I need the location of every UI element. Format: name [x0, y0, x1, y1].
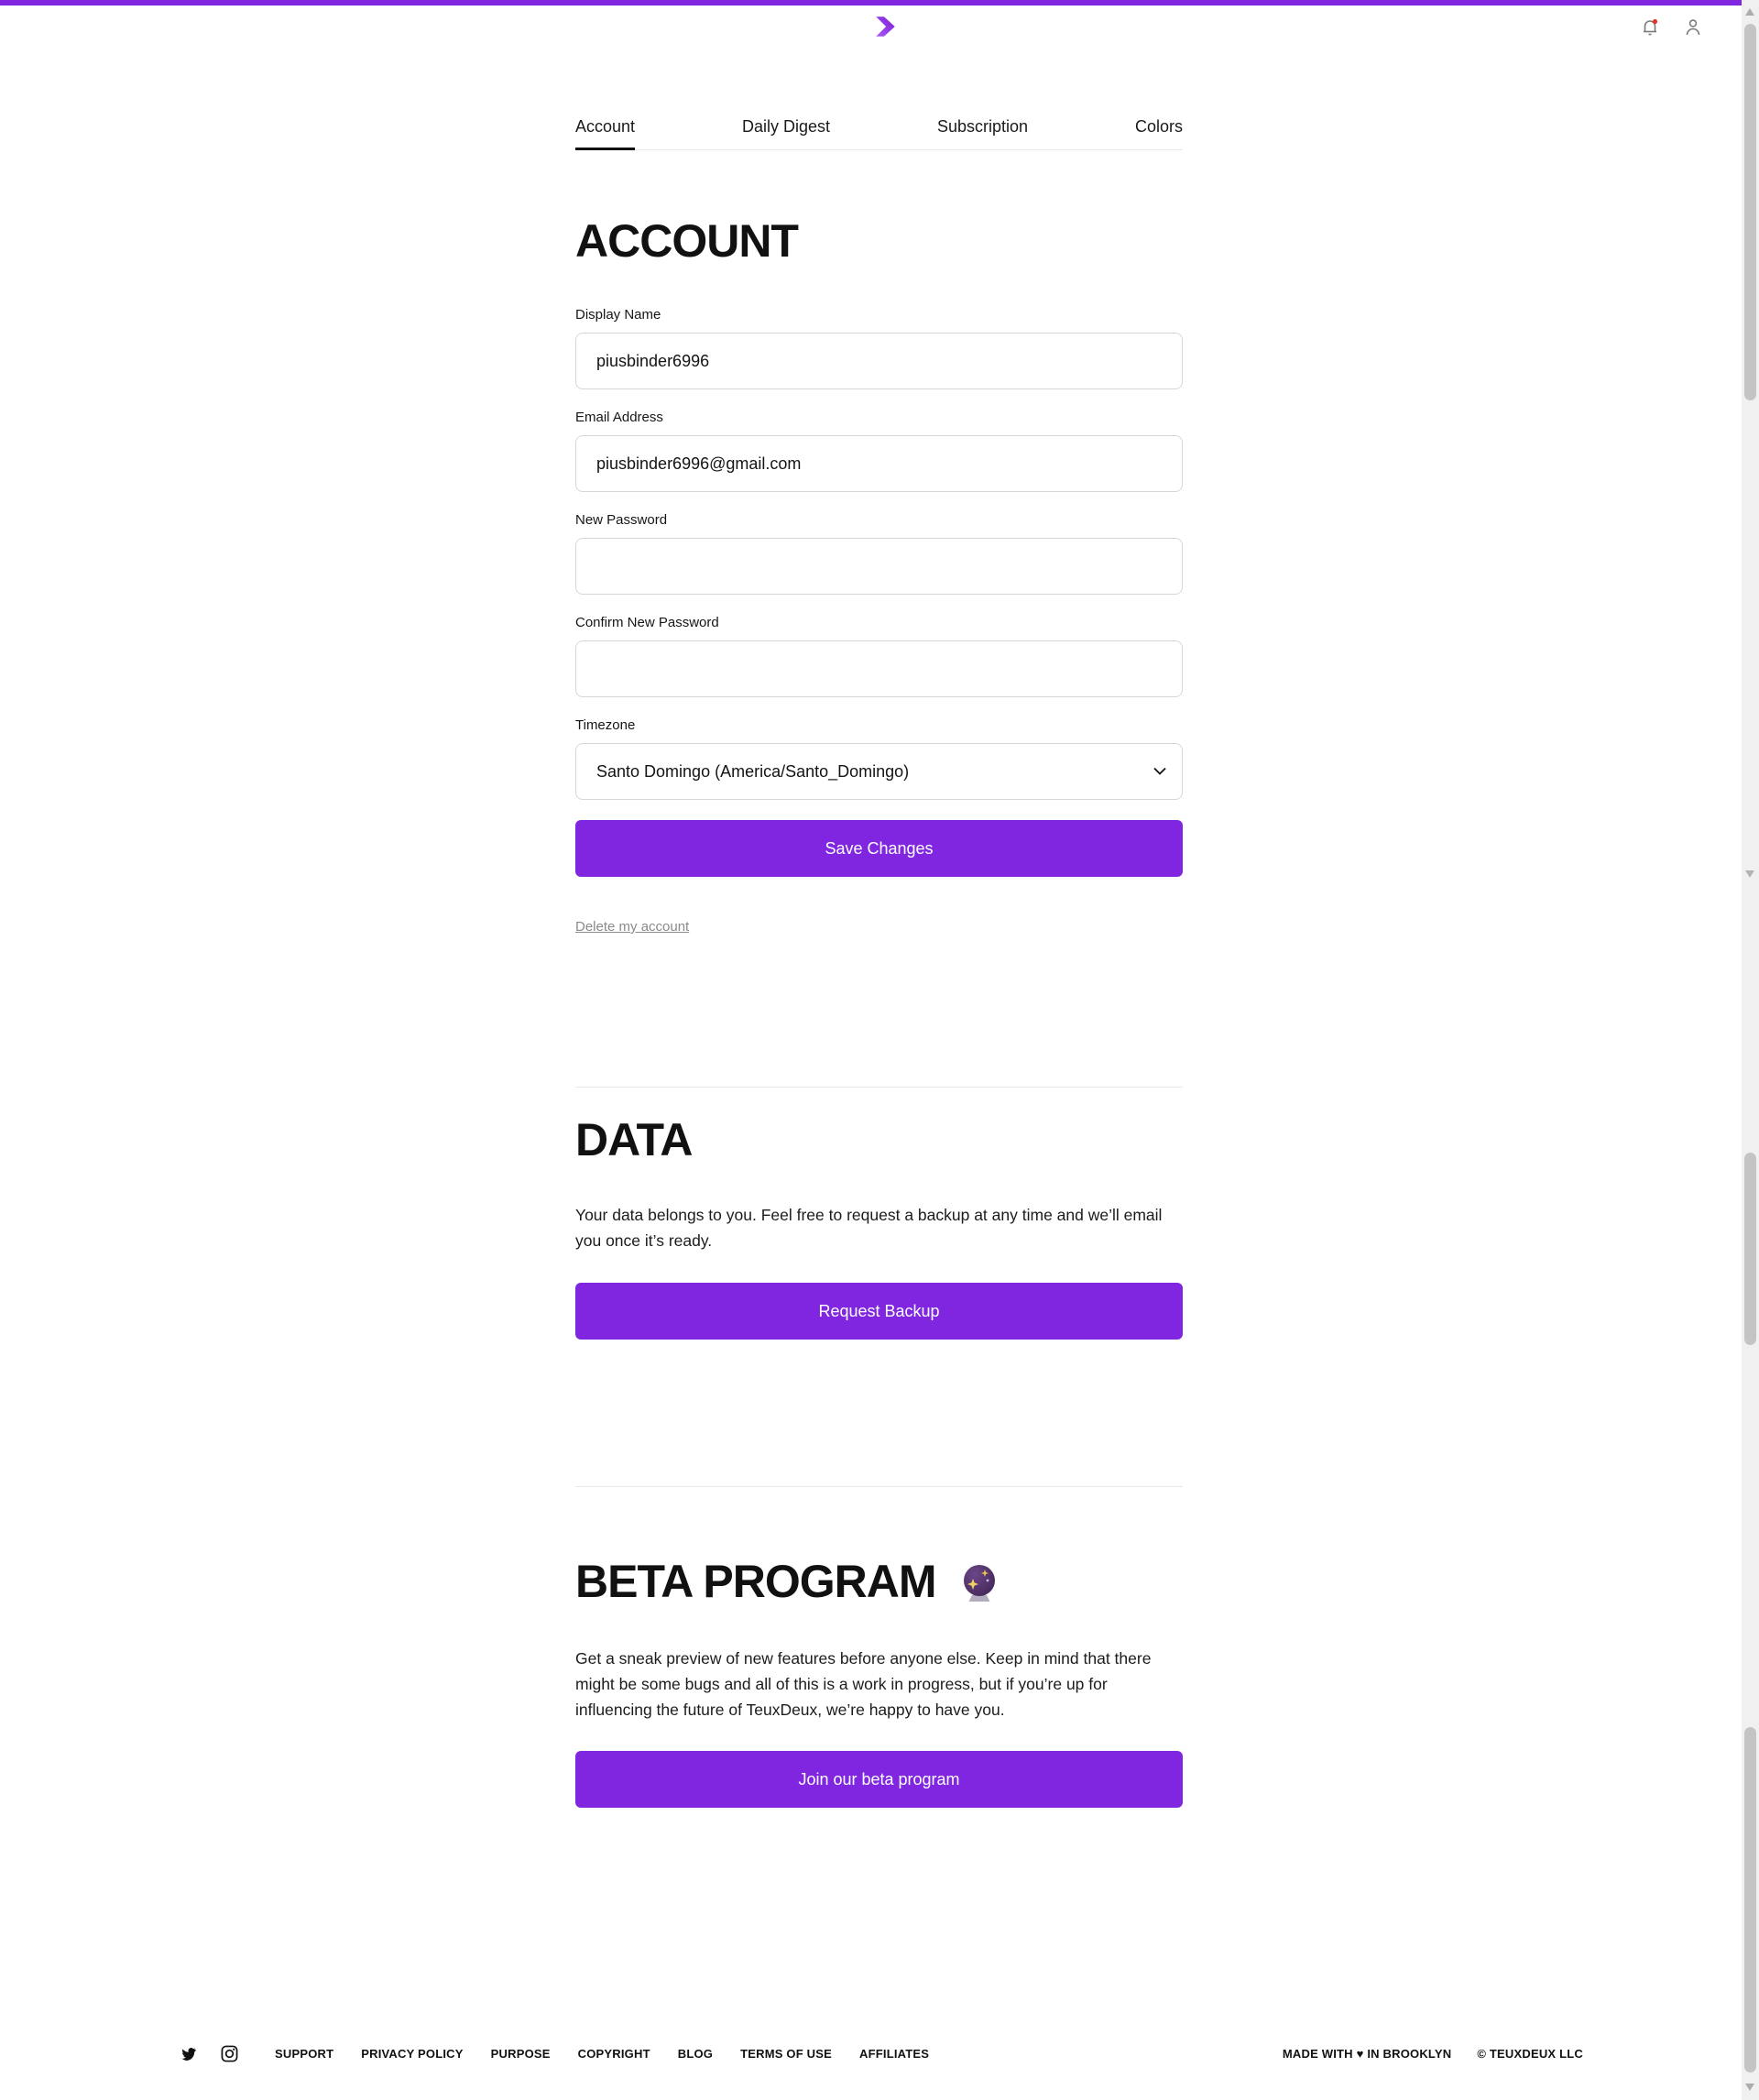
scrollbar-down-arrow[interactable] — [1745, 870, 1754, 878]
footer-link-terms-of-use[interactable]: TERMS OF USE — [740, 2047, 833, 2061]
footer-left — [180, 2045, 929, 2062]
account-heading: ACCOUNT — [575, 215, 798, 267]
timezone-group — [575, 717, 1183, 800]
timezone-select[interactable] — [575, 743, 1183, 800]
section-divider — [575, 1087, 1183, 1088]
save-changes-button[interactable]: Save Changes — [575, 820, 1183, 877]
made-with-note: MADE WITH ♥ IN BROOKLYN — [1282, 2047, 1452, 2061]
crystal-ball-icon — [958, 1561, 1000, 1603]
tab-colors[interactable]: Colors — [1134, 117, 1183, 136]
footer-link-affiliates[interactable]: AFFILIATES — [859, 2047, 930, 2061]
display-name-label: Display Name — [575, 307, 661, 323]
scrollbar-up-arrow[interactable] — [1745, 8, 1754, 16]
join-beta-button[interactable]: Join our beta program — [575, 1751, 1183, 1808]
new-password-group — [575, 512, 1183, 595]
email-group — [575, 410, 1183, 492]
data-description: Your data belongs to you. Feel free to request a backup at any time and we’ll email you once it’s ready. — [575, 1206, 1163, 1250]
footer-link-blog[interactable]: BLOG — [677, 2047, 714, 2061]
scrollbar-thumb[interactable] — [1744, 1727, 1756, 2073]
display-name-input[interactable] — [575, 333, 1183, 389]
confirm-password-label: Confirm New Password — [575, 615, 719, 630]
footer-link-copyright[interactable]: COPYRIGHT — [577, 2047, 650, 2061]
teuxdeux-logo-icon[interactable] — [872, 14, 898, 39]
copyright-note: © TEUXDEUX LLC — [1477, 2047, 1583, 2061]
footer-link-purpose[interactable]: PURPOSE — [490, 2047, 551, 2061]
new-password-label: New Password — [575, 512, 668, 528]
footer-right — [1283, 2047, 1583, 2061]
footer-link-support[interactable]: SUPPORT — [275, 2047, 334, 2061]
new-password-field[interactable] — [575, 538, 1183, 595]
delete-account-link[interactable]: Delete my account — [575, 919, 690, 935]
confirm-password-field[interactable] — [575, 640, 1183, 697]
email-label: Email Address — [575, 410, 663, 425]
beta-heading-row — [575, 1557, 1183, 1607]
footer-link-privacy-policy[interactable]: PRIVACY POLICY — [361, 2047, 464, 2061]
scrollbar-thumb[interactable] — [1744, 1153, 1756, 1345]
scrollbar-down-arrow[interactable] — [1745, 2084, 1754, 2091]
tab-account[interactable]: Account — [575, 117, 635, 149]
scrollbar-track[interactable] — [1742, 0, 1759, 2100]
instagram-icon[interactable] — [221, 2045, 238, 2062]
beta-heading: BETA PROGRAM — [575, 1556, 936, 1607]
email-field[interactable] — [575, 435, 1183, 492]
data-heading: DATA — [575, 1114, 693, 1165]
confirm-password-group — [575, 615, 1183, 697]
tab-daily-digest[interactable]: Daily Digest — [741, 117, 831, 136]
settings-tabs — [575, 117, 1183, 150]
twitter-icon[interactable] — [180, 2045, 197, 2062]
display-name-group — [575, 307, 1183, 389]
beta-description: Get a sneak preview of new features before anyone else. Keep in mind that there might be some bugs and all of this is a work in progress, but if you’re up for influencing the future of TeuxDeux, we’re happy to have you. — [575, 1649, 1152, 1719]
notification-bell-icon[interactable] — [1640, 17, 1660, 38]
section-divider — [575, 1486, 1183, 1487]
footer — [180, 2045, 1583, 2062]
footer-links — [275, 2047, 929, 2061]
scrollbar-thumb[interactable] — [1744, 24, 1756, 400]
settings-page — [575, 117, 1183, 1808]
header — [0, 5, 1742, 48]
tab-subscription[interactable]: Subscription — [936, 117, 1029, 136]
header-icons — [1640, 17, 1704, 38]
request-backup-button[interactable]: Request Backup — [575, 1283, 1183, 1340]
user-account-icon[interactable] — [1684, 17, 1704, 38]
timezone-label: Timezone — [575, 717, 636, 733]
